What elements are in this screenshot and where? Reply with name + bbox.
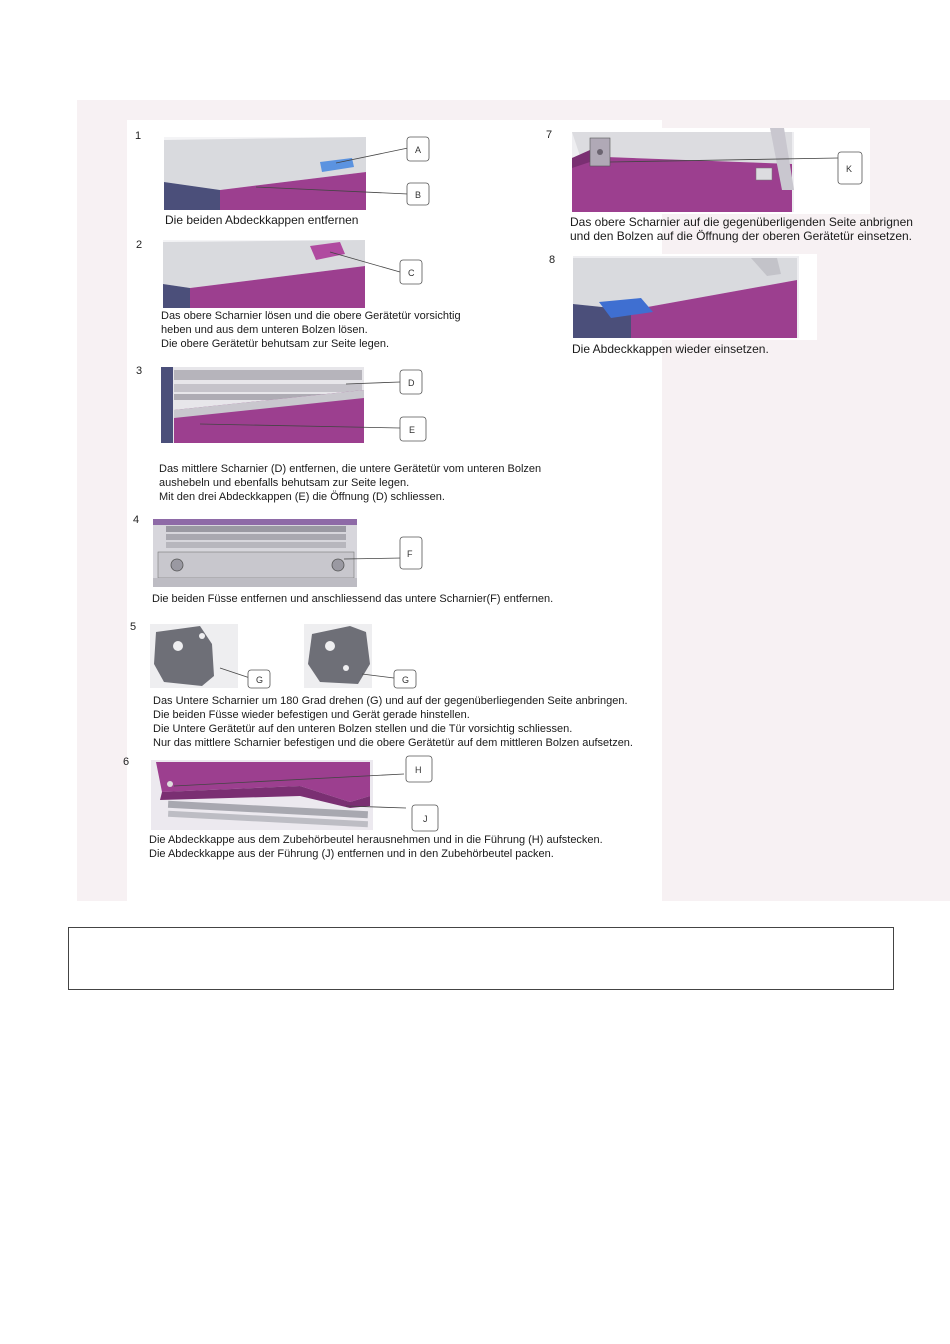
step-3-caption-line-1: Das mittlere Scharnier (D) entfernen, die untere Gerätetür vom unteren Bolzen <box>159 463 542 475</box>
step-5-caption-line-2: Die beiden Füsse wieder befestigen und Gerät gerade hinstellen. <box>153 709 470 721</box>
notes-box <box>68 927 894 990</box>
callout-G-right: G <box>402 675 410 685</box>
step-6-number: 6 <box>123 756 130 768</box>
step-1-number: 1 <box>135 130 142 142</box>
step-3-caption-line-2: aushebeln und ebenfalls behutsam zur Seite legen. <box>159 477 410 489</box>
step-6-caption-line-1: Die Abdeckkappe aus dem Zubehörbeutel herausnehmen und in die Führung (H) aufstecken. <box>149 834 603 846</box>
step-3-number: 3 <box>136 365 143 377</box>
step-5-illustration <box>150 624 420 690</box>
callout-B: B <box>415 190 422 200</box>
step-2-illustration <box>160 238 430 310</box>
step-3-illustration <box>160 366 430 446</box>
step-7-number: 7 <box>546 129 553 141</box>
callout-F: F <box>407 549 413 559</box>
step-2-caption-line-3: Die obere Gerätetür behutsam zur Seite legen. <box>161 338 390 350</box>
step-8-caption-line: Die Abdeckkappen wieder einsetzen. <box>572 342 769 356</box>
callout-C: C <box>408 268 415 278</box>
step-4-caption-line: Die beiden Füsse entfernen und anschliessend das untere Scharnier(F) entfernen. <box>152 593 554 605</box>
step-6-illustration <box>150 756 445 832</box>
step-7-caption-line-2: und den Bolzen auf die Öffnung der oberen Gerätetür einsetzen. <box>570 229 913 243</box>
step-2-caption-line-2: heben und aus dem unteren Bolzen lösen. <box>161 324 368 336</box>
step-7-illustration <box>570 128 870 214</box>
callout-A: A <box>415 145 422 155</box>
callout-K: K <box>846 164 853 174</box>
step-8-illustration <box>571 254 817 340</box>
step-6-caption-line-2: Die Abdeckkappe aus der Führung (J) entfernen und in den Zubehörbeutel packen. <box>149 848 554 860</box>
step-5-number: 5 <box>130 621 137 633</box>
step-4-number: 4 <box>133 514 140 526</box>
step-1-caption-line: Die beiden Abdeckkappen entfernen <box>165 213 359 227</box>
step-7-caption-line-1: Das obere Scharnier auf die gegenüberligenden Seite anbrignen <box>570 215 913 229</box>
step-8-number: 8 <box>549 254 556 266</box>
step-5-caption-line-3: Die Untere Gerätetür auf den unteren Bolzen stellen und die Tür vorsichtig schliessen. <box>153 723 573 735</box>
step-4-illustration <box>152 518 427 590</box>
callout-H: H <box>415 765 422 775</box>
step-3-caption-line-3: Mit den drei Abdeckkappen (E) die Öffnung (D) schliessen. <box>159 491 445 503</box>
callout-G-left: G <box>256 675 264 685</box>
step-2-number: 2 <box>136 239 143 251</box>
callout-E: E <box>409 425 416 435</box>
step-5-caption-line-1: Das Untere Scharnier um 180 Grad drehen (G) und auf der gegenüberliegenden Seite anbringen. <box>153 695 628 707</box>
callout-D: D <box>408 378 415 388</box>
step-5-caption-line-4: Nur das mittlere Scharnier befestigen und die obere Gerätetür auf dem mittleren Bolzen aufsetzen. <box>153 737 633 749</box>
step-1-illustration <box>160 132 440 212</box>
step-2-caption-line-1: Das obere Scharnier lösen und die obere Gerätetür vorsichtig <box>161 310 461 322</box>
callout-J: J <box>423 814 428 824</box>
